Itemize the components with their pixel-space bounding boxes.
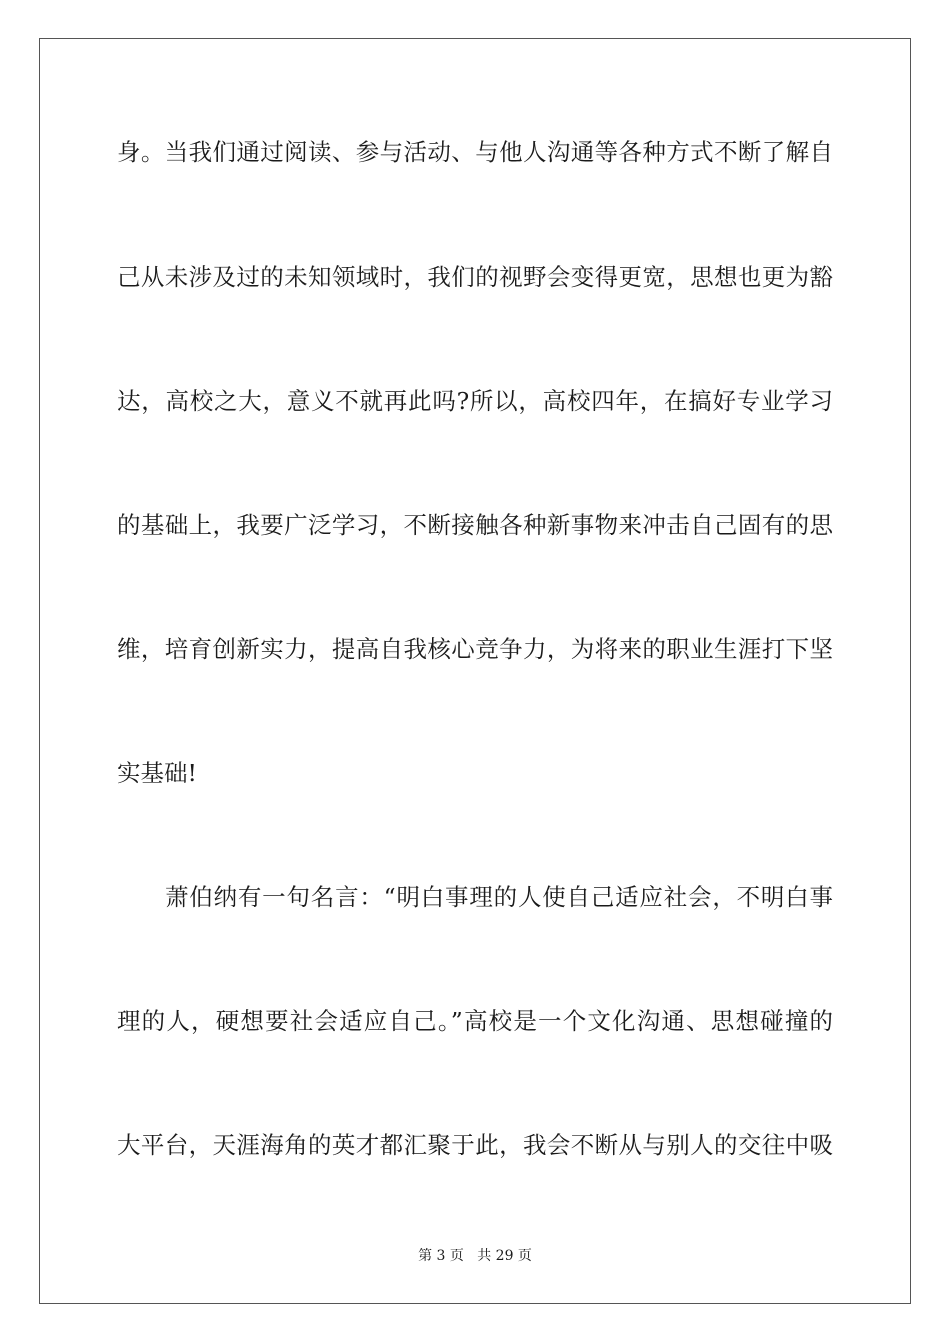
text-line-4: 的基础上，我要广泛学习，不断接触各种新事物来冲击自己固有的思 (117, 511, 833, 539)
text-line-8: 理的人，硬想要社会适应自己。”高校是一个文化沟通、思想碰撞的 (117, 1007, 833, 1035)
text-line-7: 萧伯纳有一句名言：“明白事理的人使自己适应社会，不明白事 (165, 883, 833, 911)
text-line-2: 己从未涉及过的未知领域时，我们的视野会变得更宽，思想也更为豁 (117, 263, 833, 291)
text-line-6: 实基础! (117, 759, 197, 787)
text-line-9: 大平台，天涯海角的英才都汇聚于此，我会不断从与别人的交往中吸 (117, 1131, 833, 1159)
text-line-3: 达，高校之大，意义不就再此吗?所以，高校四年，在搞好专业学习 (117, 387, 833, 415)
page-number-footer: 第 3 页 共 29 页 (418, 1248, 532, 1264)
text-line-1: 身。当我们通过阅读、参与活动、与他人沟通等各种方式不断了解自 (117, 138, 833, 166)
text-line-5: 维，培育创新实力，提高自我核心竞争力，为将来的职业生涯打下坚 (117, 635, 833, 663)
page-frame (39, 38, 911, 1304)
